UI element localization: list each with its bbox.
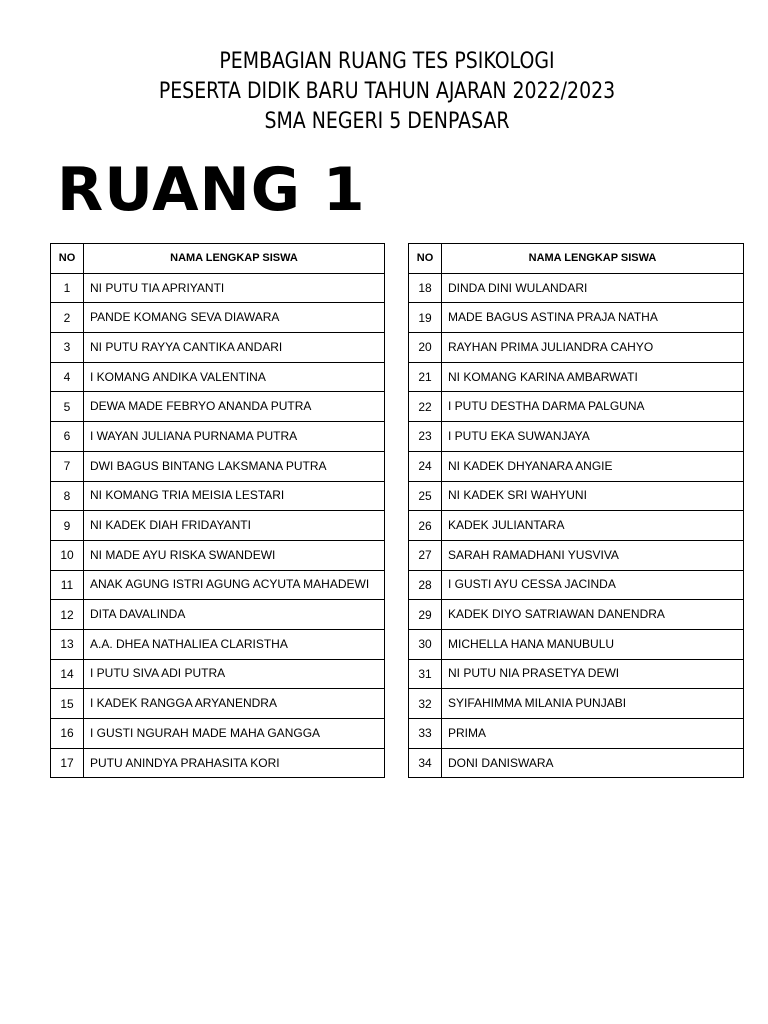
student-name: SARAH RAMADHANI YUSVIVA (442, 540, 744, 570)
row-number: 1 (51, 273, 84, 303)
student-name: I WAYAN JULIANA PURNAMA PUTRA (84, 422, 385, 452)
table-row (51, 629, 385, 659)
student-name: RAYHAN PRIMA JULIANDRA CAHYO (442, 333, 744, 363)
row-number: 19 (409, 303, 442, 333)
row-number: 17 (51, 748, 84, 778)
row-number: 26 (409, 511, 442, 541)
student-name: NI KOMANG KARINA AMBARWATI (442, 362, 744, 392)
header-school-line: SMA NEGERI 5 DENPASAR (264, 109, 510, 134)
header-subtitle-line: PESERTA DIDIK BARU TAHUN AJARAN 2022/2023 (158, 79, 616, 104)
row-number: 2 (51, 303, 84, 333)
column-header-name: NAMA LENGKAP SISWA (84, 244, 385, 274)
table-row (51, 273, 385, 303)
table-row (409, 629, 744, 659)
student-name: I KADEK RANGGA ARYANENDRA (84, 689, 385, 719)
table-row (409, 570, 744, 600)
row-number: 4 (51, 362, 84, 392)
table-row (51, 333, 385, 363)
table-row (51, 422, 385, 452)
student-name: DWI BAGUS BINTANG LAKSMANA PUTRA (84, 451, 385, 481)
student-name: NI KADEK DHYANARA ANGIE (442, 451, 744, 481)
row-number: 31 (409, 659, 442, 689)
table-row (51, 511, 385, 541)
table-row (51, 689, 385, 719)
row-number: 20 (409, 333, 442, 363)
table-row (51, 748, 385, 778)
student-name: ANAK AGUNG ISTRI AGUNG ACYUTA MAHADEWI (84, 570, 385, 600)
table-row (51, 659, 385, 689)
row-number: 9 (51, 511, 84, 541)
table-row (51, 451, 385, 481)
student-name: NI KADEK DIAH FRIDAYANTI (84, 511, 385, 541)
table-row (409, 748, 744, 778)
row-number: 6 (51, 422, 84, 452)
table-row (409, 422, 744, 452)
row-number: 22 (409, 392, 442, 422)
table-row (51, 570, 385, 600)
row-number: 32 (409, 689, 442, 719)
student-name: DITA DAVALINDA (84, 600, 385, 630)
room-title: RUANG 1 (57, 155, 366, 225)
row-number: 16 (51, 719, 84, 749)
table-row (409, 392, 744, 422)
table-row (409, 600, 744, 630)
row-number: 3 (51, 333, 84, 363)
student-name: I PUTU EKA SUWANJAYA (442, 422, 744, 452)
table-row (409, 689, 744, 719)
table-row (409, 303, 744, 333)
row-number: 7 (51, 451, 84, 481)
student-name: I PUTU DESTHA DARMA PALGUNA (442, 392, 744, 422)
student-name: PUTU ANINDYA PRAHASITA KORI (84, 748, 385, 778)
row-number: 5 (51, 392, 84, 422)
student-name: I GUSTI AYU CESSA JACINDA (442, 570, 744, 600)
document-header (54, 47, 720, 137)
student-name: NI KOMANG TRIA MEISIA LESTARI (84, 481, 385, 511)
column-header-name: NAMA LENGKAP SISWA (442, 244, 744, 274)
row-number: 33 (409, 719, 442, 749)
student-name: DINDA DINI WULANDARI (442, 273, 744, 303)
table-row (51, 481, 385, 511)
table-header-row (409, 244, 744, 274)
student-name: MADE BAGUS ASTINA PRAJA NATHA (442, 303, 744, 333)
student-name: KADEK JULIANTARA (442, 511, 744, 541)
table-header-row (51, 244, 385, 274)
row-number: 21 (409, 362, 442, 392)
row-number: 11 (51, 570, 84, 600)
student-name: SYIFAHIMMA MILANIA PUNJABI (442, 689, 744, 719)
row-number: 30 (409, 629, 442, 659)
table-row (409, 451, 744, 481)
student-name: DONI DANISWARA (442, 748, 744, 778)
column-header-no: NO (51, 244, 84, 274)
student-name: NI PUTU RAYYA CANTIKA ANDARI (84, 333, 385, 363)
row-number: 12 (51, 600, 84, 630)
table-row (51, 540, 385, 570)
table-row (51, 303, 385, 333)
row-number: 18 (409, 273, 442, 303)
row-number: 28 (409, 570, 442, 600)
student-name: I PUTU SIVA ADI PUTRA (84, 659, 385, 689)
table-row (409, 333, 744, 363)
student-name: DEWA MADE FEBRYO ANANDA PUTRA (84, 392, 385, 422)
student-name: I GUSTI NGURAH MADE MAHA GANGGA (84, 719, 385, 749)
student-name: PANDE KOMANG SEVA DIAWARA (84, 303, 385, 333)
row-number: 27 (409, 540, 442, 570)
student-table-right (408, 243, 744, 778)
table-row (409, 481, 744, 511)
row-number: 24 (409, 451, 442, 481)
table-row (51, 362, 385, 392)
student-table-left-body (51, 273, 385, 778)
row-number: 15 (51, 689, 84, 719)
student-name: I KOMANG ANDIKA VALENTINA (84, 362, 385, 392)
table-row (409, 273, 744, 303)
table-row (51, 719, 385, 749)
student-name: A.A. DHEA NATHALIEA CLARISTHA (84, 629, 385, 659)
student-name: KADEK DIYO SATRIAWAN DANENDRA (442, 600, 744, 630)
table-row (409, 540, 744, 570)
row-number: 29 (409, 600, 442, 630)
row-number: 23 (409, 422, 442, 452)
row-number: 8 (51, 481, 84, 511)
row-number: 14 (51, 659, 84, 689)
student-name: NI PUTU TIA APRIYANTI (84, 273, 385, 303)
student-table-left (50, 243, 385, 778)
table-row (51, 600, 385, 630)
student-name: NI PUTU NIA PRASETYA DEWI (442, 659, 744, 689)
student-name: NI KADEK SRI WAHYUNI (442, 481, 744, 511)
student-name: MICHELLA HANA MANUBULU (442, 629, 744, 659)
column-header-no: NO (409, 244, 442, 274)
row-number: 13 (51, 629, 84, 659)
table-row (409, 659, 744, 689)
row-number: 34 (409, 748, 442, 778)
row-number: 25 (409, 481, 442, 511)
student-name: NI MADE AYU RISKA SWANDEWI (84, 540, 385, 570)
header-title-line: PEMBAGIAN RUANG TES PSIKOLOGI (219, 49, 555, 74)
table-row (51, 392, 385, 422)
table-row (409, 719, 744, 749)
table-row (409, 362, 744, 392)
student-table-right-body (409, 273, 744, 778)
row-number: 10 (51, 540, 84, 570)
student-name: PRIMA (442, 719, 744, 749)
table-row (409, 511, 744, 541)
